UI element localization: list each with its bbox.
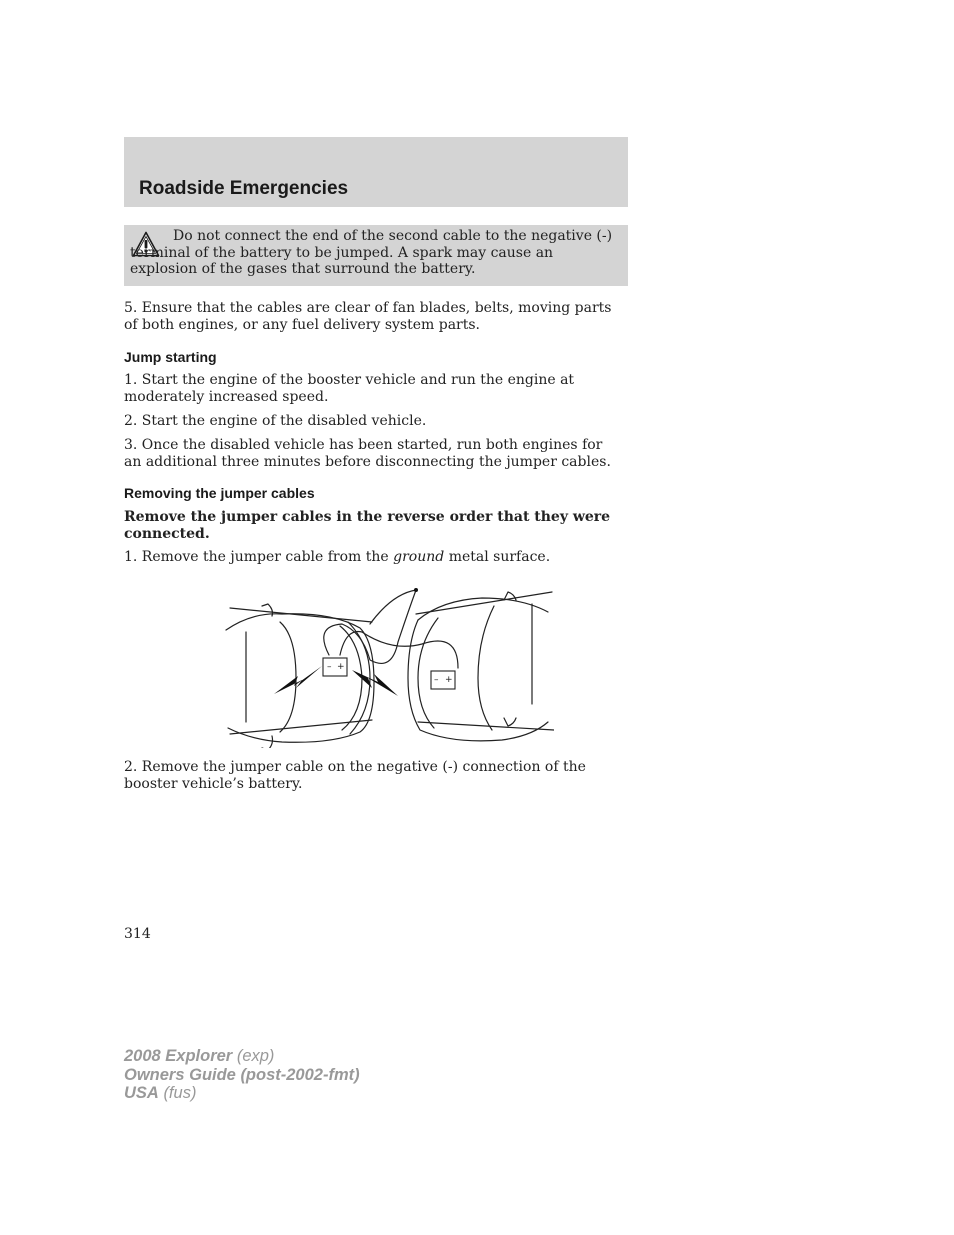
- disabled-vehicle: [408, 592, 554, 741]
- page-number: 314: [124, 926, 151, 942]
- booster-battery-plus: +: [337, 662, 345, 672]
- loose-cable-end: [370, 590, 416, 624]
- footer-model-code: (exp): [236, 1047, 275, 1065]
- removing-intro: Remove the jumper cables in the reverse order that they were connected.: [124, 509, 611, 542]
- cable-clamp: [414, 588, 418, 592]
- removing-step-2: 2. Remove the jumper cable on the negative (-) connection of the booster vehicle’s battery.: [124, 759, 586, 792]
- footer-market-code: (fus): [163, 1084, 197, 1102]
- warning-box: [124, 225, 628, 286]
- section-title: Roadside Emergencies: [139, 178, 349, 199]
- footer-model: 2008 Explorer: [124, 1047, 233, 1065]
- booster-battery: [323, 658, 347, 676]
- section-header-band: [124, 137, 628, 207]
- disabled-battery-plus: +: [445, 675, 453, 685]
- step-5-text: 5. Ensure that the cables are clear of fan blades, belts, moving parts of both engines, or any fuel delivery system parts.: [124, 300, 612, 333]
- jump-step-1: 1. Start the engine of the booster vehicle and run the engine at moderately increased speed.: [124, 372, 575, 405]
- footer-line-1: [124, 1047, 360, 1066]
- jumper-cable-negative: [324, 590, 416, 663]
- removing-step-1-before: 1. Remove the jumper cable from the: [124, 549, 389, 565]
- footer-market: USA: [124, 1084, 159, 1102]
- booster-battery-minus: –: [327, 662, 332, 672]
- document-footer: [124, 1047, 360, 1103]
- jump-step-2: 2. Start the engine of the disabled vehicle.: [124, 413, 427, 429]
- disabled-battery: [431, 671, 455, 689]
- spark-bolt-icon: [352, 670, 398, 696]
- jumper-cable-positive: [340, 631, 458, 668]
- removing-step-1: [124, 549, 624, 566]
- footer-line-3: [124, 1084, 360, 1103]
- removing-step-1-italic: ground: [393, 549, 445, 565]
- removing-step-1-after: metal surface.: [448, 549, 551, 565]
- spark-bolt-icon: [274, 666, 322, 694]
- warning-text: Do not connect the end of the second cable to the negative (-) terminal of the battery to be jumped. A spark may cause an explosion of the gases that surround the battery.: [130, 228, 613, 277]
- footer-guide: Owners Guide (post-2002-fmt): [124, 1065, 360, 1084]
- jump-starting-heading: Jump starting: [124, 349, 217, 365]
- disabled-battery-minus: –: [434, 675, 439, 685]
- booster-vehicle: [226, 604, 374, 748]
- jump-start-illustration: [222, 582, 554, 748]
- removing-cables-heading: Removing the jumper cables: [124, 485, 315, 501]
- jump-step-3: 3. Once the disabled vehicle has been started, run both engines for an additional three minutes before disconnecting the jumper cables.: [124, 437, 611, 470]
